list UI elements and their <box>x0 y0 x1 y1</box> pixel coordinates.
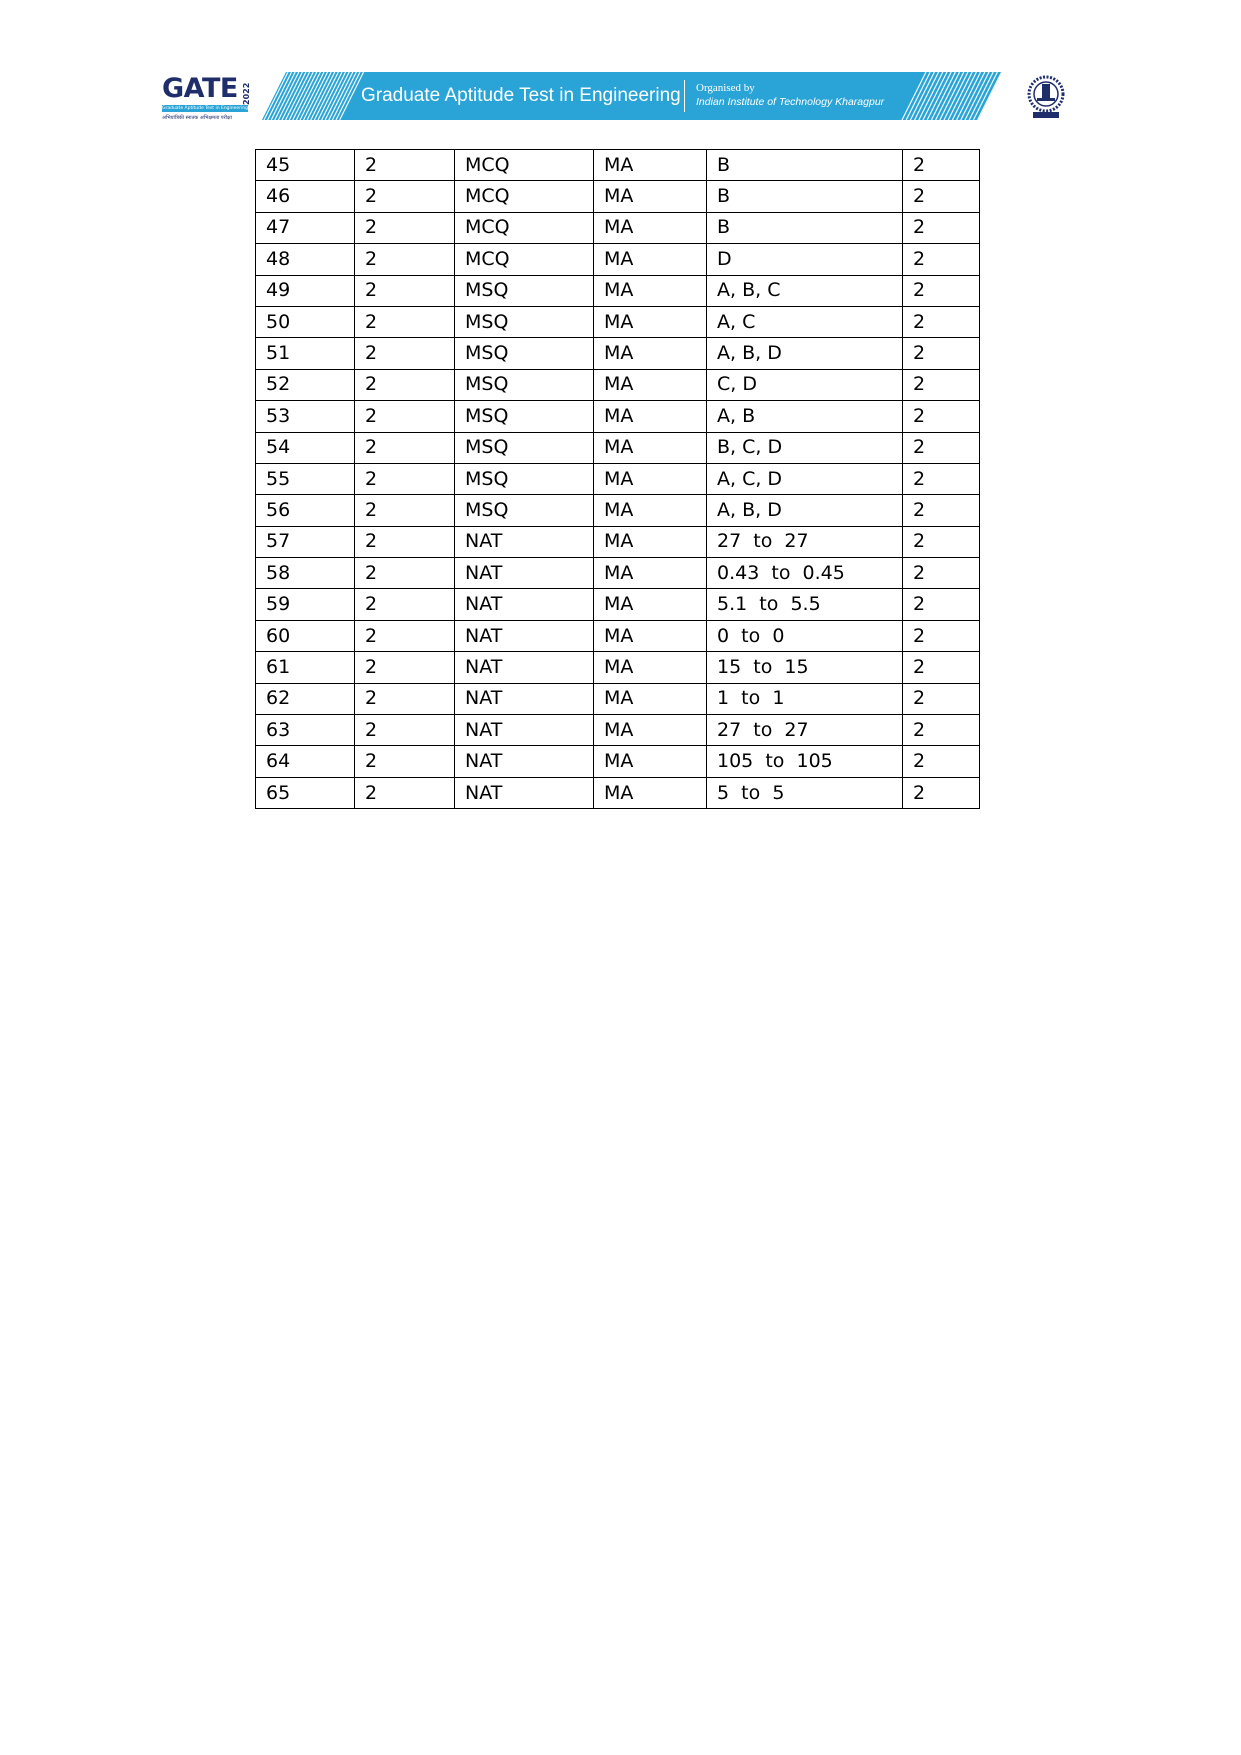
marks-cell: 2 <box>355 526 455 557</box>
banner-divider <box>684 80 685 112</box>
question-number-cell: 46 <box>256 181 355 212</box>
question-type-cell: NAT <box>455 715 594 746</box>
marks-cell: 2 <box>355 181 455 212</box>
marks-cell: 2 <box>355 589 455 620</box>
question-type-cell: MSQ <box>455 369 594 400</box>
question-type-cell: MCQ <box>455 150 594 181</box>
gate-logo-subtitle: Graduate Aptitude Test in Engineering <box>162 106 248 111</box>
marks-cell: 2 <box>355 683 455 714</box>
section-cell: MA <box>594 244 707 275</box>
answer-key-cell: 27 to 27 <box>707 715 903 746</box>
marks-cell: 2 <box>355 777 455 808</box>
section-cell: MA <box>594 495 707 526</box>
answer-key-cell: 0 to 0 <box>707 620 903 651</box>
section-cell: MA <box>594 181 707 212</box>
score-cell: 2 <box>903 526 980 557</box>
table-row <box>256 495 980 526</box>
score-cell: 2 <box>903 369 980 400</box>
score-cell: 2 <box>903 620 980 651</box>
table-row <box>256 463 980 494</box>
question-number-cell: 61 <box>256 652 355 683</box>
question-type-cell: NAT <box>455 558 594 589</box>
question-type-cell: MSQ <box>455 338 594 369</box>
question-number-cell: 65 <box>256 777 355 808</box>
score-cell: 2 <box>903 306 980 337</box>
question-type-cell: NAT <box>455 589 594 620</box>
table-row <box>256 244 980 275</box>
question-number-cell: 45 <box>256 150 355 181</box>
question-number-cell: 55 <box>256 463 355 494</box>
table-row <box>256 589 980 620</box>
section-cell: MA <box>594 620 707 651</box>
section-cell: MA <box>594 715 707 746</box>
question-type-cell: MCQ <box>455 244 594 275</box>
question-type-cell: NAT <box>455 526 594 557</box>
question-number-cell: 64 <box>256 746 355 777</box>
question-number-cell: 58 <box>256 558 355 589</box>
section-cell: MA <box>594 432 707 463</box>
question-number-cell: 60 <box>256 620 355 651</box>
table-row <box>256 181 980 212</box>
question-number-cell: 57 <box>256 526 355 557</box>
marks-cell: 2 <box>355 401 455 432</box>
score-cell: 2 <box>903 244 980 275</box>
question-type-cell: MSQ <box>455 401 594 432</box>
question-number-cell: 63 <box>256 715 355 746</box>
table-row <box>256 401 980 432</box>
marks-cell: 2 <box>355 746 455 777</box>
answer-key-table <box>255 149 980 809</box>
table-row <box>256 338 980 369</box>
gate-logo-hindi: अभियांत्रिकी स्नातक अभिक्षमता परीक्षा <box>162 115 232 121</box>
answer-key-cell: 0.43 to 0.45 <box>707 558 903 589</box>
banner-institute: Indian Institute of Technology Kharagpur <box>696 96 885 108</box>
section-cell: MA <box>594 369 707 400</box>
question-number-cell: 52 <box>256 369 355 400</box>
iit-kharagpur-emblem-icon <box>1025 74 1067 120</box>
question-number-cell: 49 <box>256 275 355 306</box>
answer-key-table-body <box>256 150 980 809</box>
score-cell: 2 <box>903 212 980 243</box>
answer-key-cell: 5.1 to 5.5 <box>707 589 903 620</box>
table-row <box>256 150 980 181</box>
answer-key-cell: 5 to 5 <box>707 777 903 808</box>
section-cell: MA <box>594 683 707 714</box>
question-number-cell: 59 <box>256 589 355 620</box>
table-row <box>256 306 980 337</box>
section-cell: MA <box>594 306 707 337</box>
marks-cell: 2 <box>355 369 455 400</box>
question-number-cell: 56 <box>256 495 355 526</box>
table-row <box>256 652 980 683</box>
section-cell: MA <box>594 338 707 369</box>
table-row <box>256 620 980 651</box>
section-cell: MA <box>594 212 707 243</box>
table-row <box>256 432 980 463</box>
answer-key-cell: 1 to 1 <box>707 683 903 714</box>
section-cell: MA <box>594 777 707 808</box>
marks-cell: 2 <box>355 620 455 651</box>
banner-title: Graduate Aptitude Test in Engineering <box>361 85 681 106</box>
score-cell: 2 <box>903 181 980 212</box>
score-cell: 2 <box>903 777 980 808</box>
question-number-cell: 50 <box>256 306 355 337</box>
marks-cell: 2 <box>355 275 455 306</box>
answer-key-cell: A, B, D <box>707 338 903 369</box>
gate-logo-word: GATE <box>162 73 238 104</box>
section-cell: MA <box>594 401 707 432</box>
answer-key-cell: A, C, D <box>707 463 903 494</box>
section-cell: MA <box>594 463 707 494</box>
marks-cell: 2 <box>355 558 455 589</box>
question-type-cell: MSQ <box>455 275 594 306</box>
marks-cell: 2 <box>355 432 455 463</box>
score-cell: 2 <box>903 275 980 306</box>
page-header <box>0 0 1241 130</box>
question-type-cell: NAT <box>455 652 594 683</box>
question-number-cell: 62 <box>256 683 355 714</box>
score-cell: 2 <box>903 589 980 620</box>
section-cell: MA <box>594 558 707 589</box>
table-row <box>256 746 980 777</box>
answer-key-cell: A, B <box>707 401 903 432</box>
marks-cell: 2 <box>355 150 455 181</box>
marks-cell: 2 <box>355 715 455 746</box>
marks-cell: 2 <box>355 463 455 494</box>
marks-cell: 2 <box>355 212 455 243</box>
banner-organised-by: Organised by <box>696 82 755 94</box>
gate-2022-logo <box>162 74 262 124</box>
answer-key-cell: 15 to 15 <box>707 652 903 683</box>
section-cell: MA <box>594 746 707 777</box>
score-cell: 2 <box>903 495 980 526</box>
answer-key-cell: A, C <box>707 306 903 337</box>
question-type-cell: NAT <box>455 777 594 808</box>
question-type-cell: MSQ <box>455 306 594 337</box>
table-row <box>256 683 980 714</box>
answer-key-cell: A, B, C <box>707 275 903 306</box>
question-type-cell: MSQ <box>455 495 594 526</box>
marks-cell: 2 <box>355 652 455 683</box>
answer-key-cell: B <box>707 150 903 181</box>
answer-key-cell: D <box>707 244 903 275</box>
question-type-cell: NAT <box>455 746 594 777</box>
table-row <box>256 558 980 589</box>
score-cell: 2 <box>903 652 980 683</box>
answer-key-cell: B, C, D <box>707 432 903 463</box>
question-number-cell: 48 <box>256 244 355 275</box>
question-type-cell: MSQ <box>455 463 594 494</box>
answer-key-cell: C, D <box>707 369 903 400</box>
table-row <box>256 212 980 243</box>
score-cell: 2 <box>903 150 980 181</box>
marks-cell: 2 <box>355 338 455 369</box>
section-cell: MA <box>594 150 707 181</box>
question-number-cell: 53 <box>256 401 355 432</box>
score-cell: 2 <box>903 401 980 432</box>
header-banner <box>262 72 1002 120</box>
marks-cell: 2 <box>355 495 455 526</box>
question-number-cell: 47 <box>256 212 355 243</box>
score-cell: 2 <box>903 746 980 777</box>
answer-key-cell: 105 to 105 <box>707 746 903 777</box>
answer-key-cell: 27 to 27 <box>707 526 903 557</box>
question-number-cell: 51 <box>256 338 355 369</box>
score-cell: 2 <box>903 715 980 746</box>
table-row <box>256 275 980 306</box>
score-cell: 2 <box>903 683 980 714</box>
table-row <box>256 369 980 400</box>
table-row <box>256 715 980 746</box>
section-cell: MA <box>594 589 707 620</box>
gate-logo-year: 2022 <box>242 82 251 106</box>
question-type-cell: MCQ <box>455 181 594 212</box>
question-type-cell: MSQ <box>455 432 594 463</box>
score-cell: 2 <box>903 558 980 589</box>
marks-cell: 2 <box>355 244 455 275</box>
answer-key-cell: B <box>707 181 903 212</box>
score-cell: 2 <box>903 432 980 463</box>
section-cell: MA <box>594 652 707 683</box>
table-row <box>256 777 980 808</box>
question-type-cell: MCQ <box>455 212 594 243</box>
marks-cell: 2 <box>355 306 455 337</box>
answer-key-cell: A, B, D <box>707 495 903 526</box>
score-cell: 2 <box>903 338 980 369</box>
table-row <box>256 526 980 557</box>
question-type-cell: NAT <box>455 683 594 714</box>
answer-key-cell: B <box>707 212 903 243</box>
score-cell: 2 <box>903 463 980 494</box>
question-type-cell: NAT <box>455 620 594 651</box>
section-cell: MA <box>594 275 707 306</box>
question-number-cell: 54 <box>256 432 355 463</box>
section-cell: MA <box>594 526 707 557</box>
